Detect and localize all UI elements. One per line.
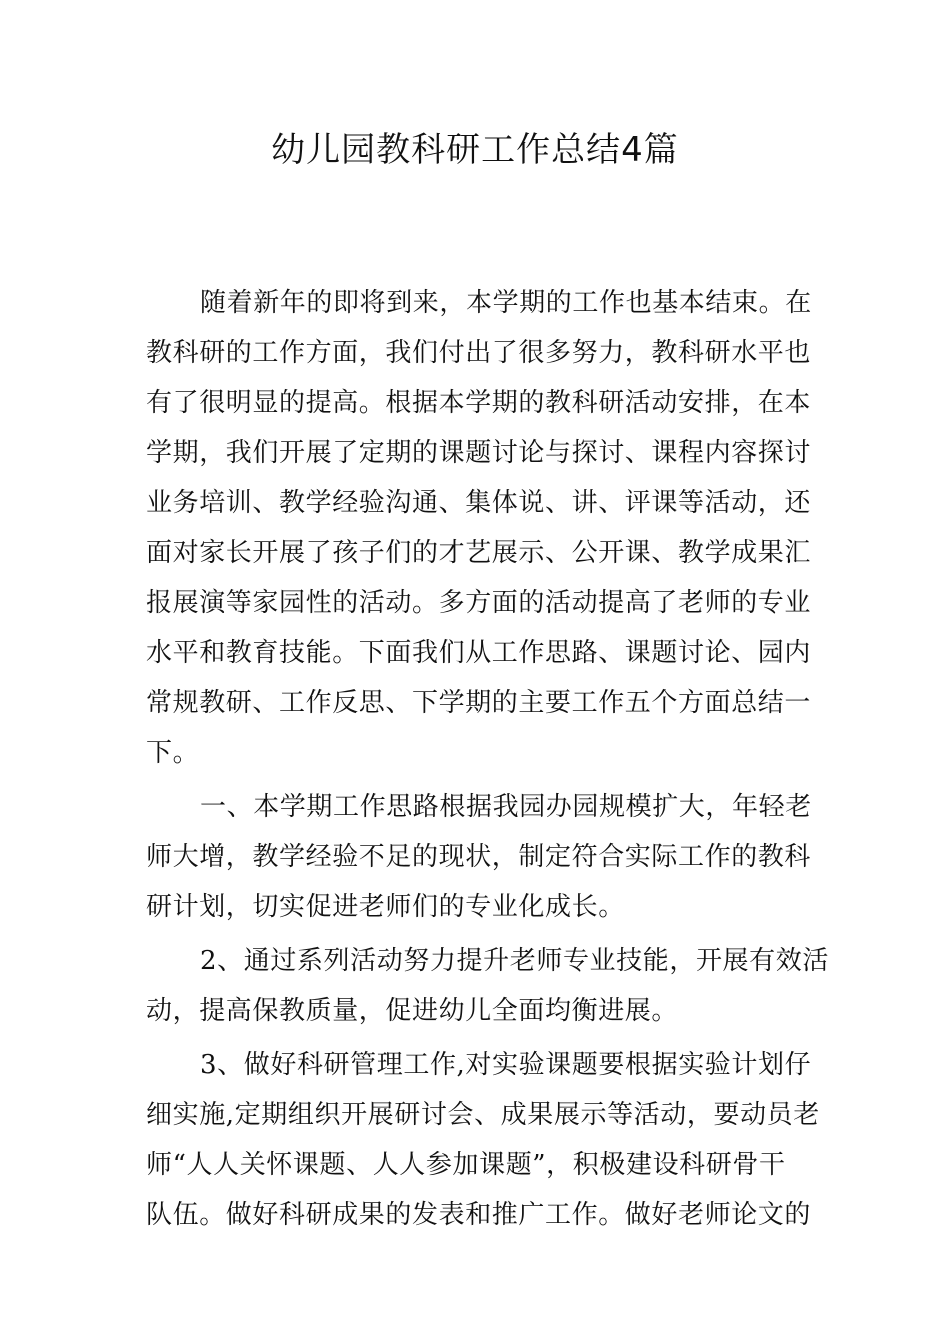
text-line: 动，提高保教质量，促进幼儿全面均衡进展。 [146,996,679,1026]
text-line: 报展演等家园性的活动。多方面的活动提高了老师的专业 [146,588,812,618]
text-line: 常规教研、工作反思、下学期的主要工作五个方面总结一 [146,688,812,718]
text-line: 研计划，切实促进老师们的专业化成长。 [146,892,625,922]
paragraph-section-2 [146,936,829,1036]
text-line: 师大增，教学经验不足的现状，制定符合实际工作的教科 [146,842,812,872]
document-title: 幼儿园教科研工作总结4篇 [271,130,679,170]
text-line: 细实施,定期组织开展研讨会、成果展示等活动，要动员老 [146,1100,820,1130]
paragraph-intro [146,278,812,778]
text-line: 3、做好科研管理工作,对实验课题要根据实验计划仔 [200,1050,812,1080]
text-line: 2、通过系列活动努力提升老师专业技能，开展有效活 [200,946,829,976]
paragraph-section-1 [146,782,812,932]
paragraph-section-3 [146,1040,820,1240]
text-line: 学期，我们开展了定期的课题讨论与探讨、课程内容探讨 [146,438,812,468]
text-line: 水平和教育技能。下面我们从工作思路、课题讨论、园内 [146,638,812,668]
text-line: 一、本学期工作思路根据我园办园规模扩大，年轻老 [200,792,812,822]
text-line: 业务培训、教学经验沟通、集体说、讲、评课等活动，还 [146,488,812,518]
text-line: 师“人人关怀课题、人人参加课题”，积极建设科研骨干 [146,1150,786,1180]
document-body [146,278,829,1240]
text-line: 下。 [146,738,200,768]
text-line: 随着新年的即将到来，本学期的工作也基本结束。在 [200,288,812,318]
text-line: 教科研的工作方面，我们付出了很多努力，教科研水平也 [146,338,812,368]
text-line: 面对家长开展了孩子们的才艺展示、公开课、教学成果汇 [146,538,812,568]
text-line: 有了很明显的提高。根据本学期的教科研活动安排，在本 [146,388,812,418]
text-line: 队伍。做好科研成果的发表和推广工作。做好老师论文的 [146,1200,812,1230]
